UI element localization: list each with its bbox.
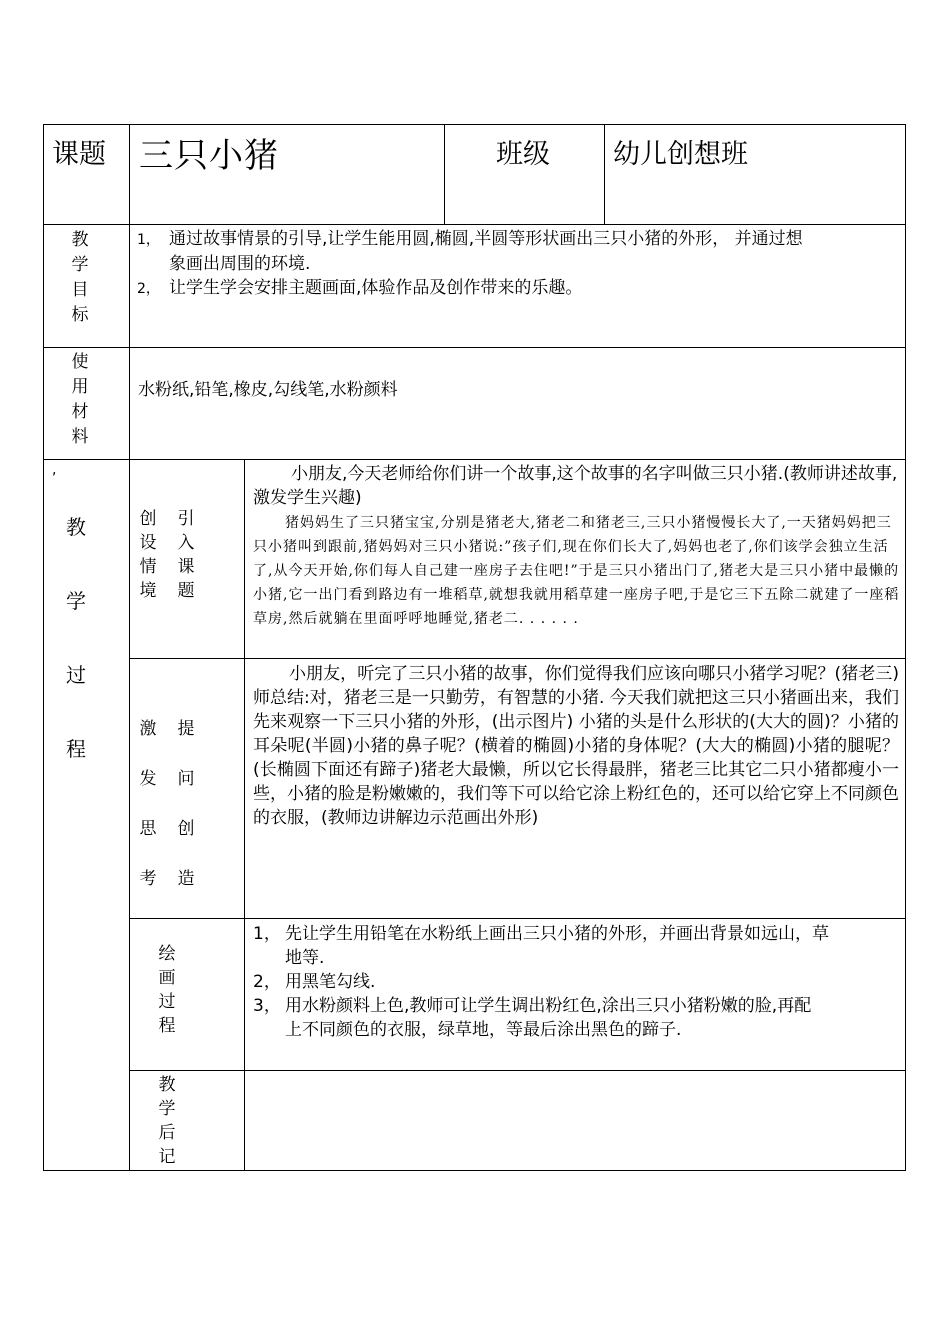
class-label: 班级: [496, 139, 550, 170]
list-item: 1， 先让学生用铅笔在水粉纸上画出三只小猪的外形，并画出背景如远山，草 地等.: [253, 924, 829, 968]
row-divider: [129, 1070, 906, 1071]
col-divider: [604, 124, 605, 224]
col-divider: [244, 459, 245, 1171]
objectives-label: 教 学 目 标: [71, 230, 89, 325]
row-divider: [129, 918, 906, 919]
list-item: 2， 用黑笔勾线.: [253, 972, 376, 992]
row-divider: [43, 224, 906, 225]
section-intro-label-col1: 创 设 情 境: [139, 509, 157, 601]
col-divider: [129, 124, 130, 1171]
row-divider: [129, 658, 906, 659]
section-inspire-label-col2: 提 问 创 造: [177, 719, 195, 889]
col-divider: [444, 124, 445, 224]
materials-text: 水粉纸,铅笔,橡皮,勾线笔,水粉颜料: [138, 380, 398, 400]
section-notes-label: 教 学 后 记: [158, 1075, 176, 1167]
inspire-text: 小朋友，听完了三只小猪的故事，你们觉得我们应该向哪只小猪学习呢？(猪老三)师总结:对，猪老三是一只勤劳，有智慧的小猪. 今天我们就把这三只小猪画出来，我们先来观察一下三只小猪的外形，(出示图片) 小猪的头是什么形状的(大大的圆)？小猪的耳朵呢(半圆)小猪的鼻子呢？(横着的椭圆)小猪的身体呢？(大大的椭圆)小猪的腿呢？(长椭圆下面还有蹄子)猪老大最懒，所以它长得最胖，猪老三比其它二只小猪都瘦小一些，小猪的脸是粉嫩嫩的，我们等下可以给它涂上粉红色的，还可以给它穿上不同颜色的衣服，(教师边讲解边示范画出外形): [253, 664, 899, 828]
section-intro-label-col2: 引 入 课 题: [177, 509, 195, 601]
class-name: 幼儿创想班: [613, 139, 748, 170]
list-item: 3， 用水粉颜料上色,教师可让学生调出粉红色,涂出三只小猪粉嫩的脸,再配 上不同颜色的衣服，绿草地，等最后涂出黑色的蹄子.: [253, 996, 812, 1040]
drawing-steps: [253, 922, 903, 1042]
intro-text: 小朋友,今天老师给你们讲一个故事,这个故事的名字叫做三只小猪.(教师讲述故事,激发学生兴趣): [253, 464, 898, 508]
list-item: 2， 让学生学会安排主题画面,体验作品及创作带来的乐趣。: [137, 278, 583, 298]
page-title: 三只小猪: [139, 136, 279, 176]
section-drawing-label: 绘 画 过 程: [158, 944, 176, 1036]
row-divider: [43, 347, 906, 348]
notes-text[interactable]: [253, 1076, 901, 1164]
process-label: 教 学 过 程: [66, 515, 86, 761]
list-item: 1， 通过故事情景的引导,让学生能用圆,椭圆,半圆等形状画出三只小猪的外形， 并通过想 象画出周围的环境.: [137, 229, 803, 274]
materials-label: 使 用 材 料: [71, 352, 89, 447]
objectives-list: [137, 227, 902, 301]
row-divider: [43, 459, 906, 460]
section-inspire-label-col1: 激 发 思 考: [139, 719, 157, 889]
topic-label: 课题: [52, 139, 106, 170]
process-mark: ,: [52, 462, 57, 478]
story-text: 猪妈妈生了三只猪宝宝,分别是猪老大,猪老二和猪老三,三只小猪慢慢长大了,一天猪妈妈把三只小猪叫到跟前,猪妈妈对三只小猪说:”孩子们,现在你们长大了,妈妈也老了,你们该学会独立生活了,从今天开始,你们每人自己建一座房子去住吧!”于是三只小猪出门了,猪老大是三只小猪中最懒的小猪,它一出门看到路边有一堆稻草,就想我就用稻草建一座房子吧,于是它三下五除二就建了一座稻草房,然后就躺在里面呼呼地睡觉,猪老二. . . . . .: [253, 515, 900, 627]
